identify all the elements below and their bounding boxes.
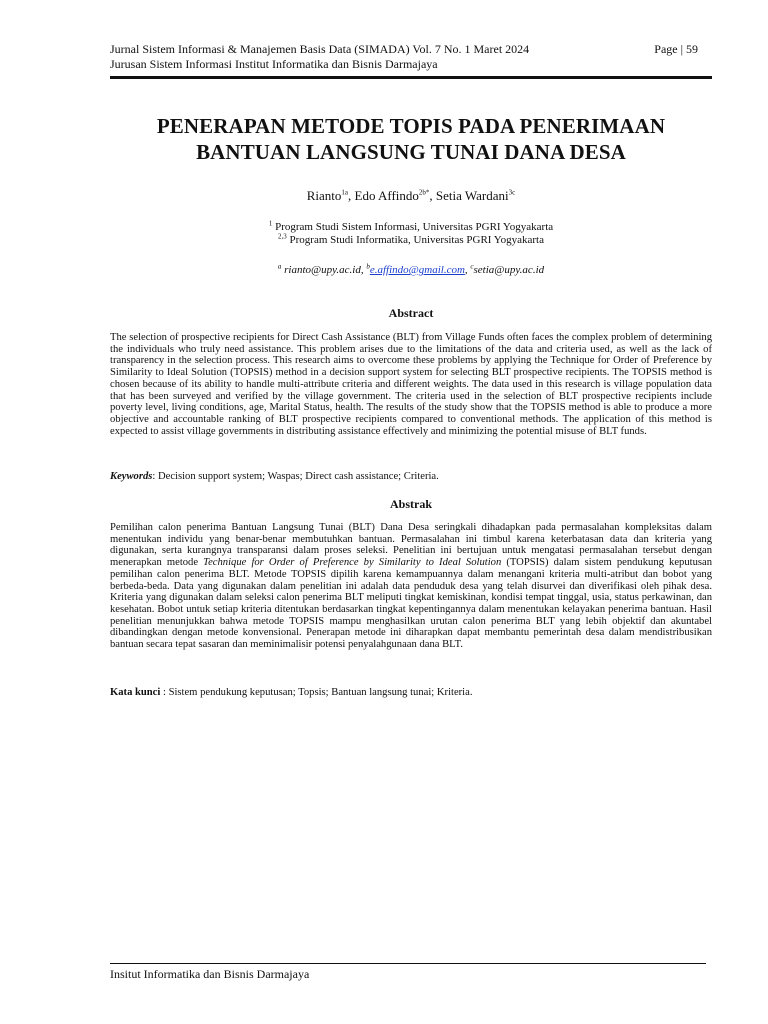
email-text: setia@upy.ac.id: [473, 264, 545, 276]
abstrak-body: [110, 522, 712, 651]
author-separator: ,: [348, 188, 355, 203]
kata-kunci: [110, 687, 712, 699]
author-name: Setia Wardani: [435, 188, 509, 203]
kata-kunci-label: Kata kunci: [110, 687, 161, 698]
paper-title: [110, 113, 712, 165]
email-mark: c: [470, 262, 474, 271]
author-mark: 3c: [508, 188, 516, 197]
author-name: Rianto: [306, 188, 342, 203]
page-number: Page | 59: [654, 42, 698, 56]
abstrak-heading: Abstrak: [389, 497, 432, 511]
author-mark: 1a: [341, 188, 349, 197]
abstrak-body-part-1: Pemilihan calon penerima Bantuan Langsung Tunai (BLT) Dana Desa seringkali dihadapkan pada permasalahan kompleksitas dalam menentukan individu yang benar-benar membutuhkan bantuan. Permasalahan ini timbul karena keterbatasan data dan kriteria yang digunakan, serta kurangnya transparansi dalam proses seleksi. Penelitian ini bertujuan untuk mengatasi permasalahan tersebut dengan menerapkan metode: [110, 522, 712, 569]
email-link[interactable]: e.affindo@gmail.com: [369, 264, 465, 276]
author-mark: 2b*: [418, 188, 430, 197]
title-line-1: PENERAPAN METODE TOPIS PADA PENERIMAAN: [156, 114, 666, 138]
affiliations: [110, 221, 712, 247]
email-mark: a: [277, 262, 282, 271]
email-text: rianto@upy.ac.id,: [281, 264, 367, 276]
keywords-text: : Decision support system; Waspas; Direct cash assistance; Criteria.: [152, 471, 439, 482]
email-separator: ,: [464, 264, 471, 276]
affiliation-mark: 2,3: [278, 232, 287, 241]
author-list: [110, 188, 712, 204]
author-separator: ,: [429, 188, 436, 203]
affiliation-mark: 1: [268, 219, 273, 228]
keywords-label: Keywords: [110, 471, 153, 482]
footer-institution: Insitut Informatika dan Bisnis Darmajaya: [110, 967, 310, 981]
kata-kunci-text: : Sistem pendukung keputusan; Topsis; Bantuan langsung tunai; Kriteria.: [160, 687, 473, 698]
email-mark: b: [366, 262, 370, 271]
affiliation-1: [110, 221, 712, 234]
affiliation-2: [110, 234, 712, 247]
running-header: [110, 42, 712, 72]
author-emails: [110, 263, 712, 277]
department-line: Jurusan Sistem Informasi Institut Informatika dan Bisnis Darmajaya: [110, 57, 438, 71]
abstract-body: The selection of prospective recipients for Direct Cash Assistance (BLT) from Village Funds often faces the complex problem of determining the individuals who truly need assistance. This problem arises due to the limitations of the data and criteria used, as well as the lack of transparency in the selection process. This research aims to overcome these problems by applying the Technique for Order of Preference by Similarity to Ideal Solution (TOPSIS) method in a decision support system for selecting BLT prospective recipients. The TOPSIS method is chosen because of its ability to handle multi-attribute criteria and different weights. The data used in this research is village population data that has been surveyed and verified by the village government. The criteria used in the selection of BLT prospective recipients include poverty level, living conditions, age, Marital Status, health. The results of the study show that the TOPSIS method is able to produce a more objective and accountable ranking of BLT prospective recipients compared to conventional methods. The application of this method is expected to assist village governments in distributing assistance effectively and minimizing the potential misuse of BLT funds.: [110, 332, 712, 437]
header-rule: [110, 76, 712, 79]
author-name: Edo Affindo: [354, 188, 419, 203]
abstrak-body-part-2: (TOPSIS) dalam sistem pendukung keputusan pemilihan calon penerima BLT. Metode TOPSIS dipilih karena kemampuannya dalam menangani kriteria multi-atribut dan bobot yang berbeda-beda. Data yang digunakan dalam penelitian ini adalah data penduduk desa yang telah disurvei dan diverifikasi oleh pihak desa. Kriteria yang digunakan dalam seleksi calon penerima BLT meliputi tingkat kemiskinan, kondisi tempat tinggal, usia, status perkawinan, dan kesehatan. Bobot untuk setiap kriteria ditentukan berdasarkan tingkat kepentingannya dalam menentukan kelayakan penerima bantuan. Hasil penelitian menunjukkan bahwa metode TOPSIS mampu menghasilkan urutan calon penerima BLT yang lebih objektif dan akuntabel dibandingkan dengan metode konvensional. Penerapan metode ini diharapkan dapat membantu pemerintah desa dalam mendistribusikan bantuan secara tepat sasaran dan meminimalisir potensi penyalahgunaan dana BLT.: [110, 557, 712, 651]
keywords: [110, 471, 712, 483]
affiliation-text: Program Studi Informatika, Universitas PGRI Yogyakarta: [286, 234, 544, 246]
abstract-heading: Abstract: [388, 306, 434, 320]
affiliation-text: Program Studi Sistem Informasi, Universitas PGRI Yogyakarta: [272, 221, 554, 233]
journal-line: Jurnal Sistem Informasi & Manajemen Basis Data (SIMADA) Vol. 7 No. 1 Maret 2024: [110, 42, 530, 56]
title-line-2: BANTUAN LANGSUNG TUNAI DANA DESA: [196, 140, 626, 164]
footer-rule: [110, 963, 706, 964]
abstrak-body-italic: Technique for Order of Preference by Similarity to Ideal Solution: [203, 557, 502, 569]
